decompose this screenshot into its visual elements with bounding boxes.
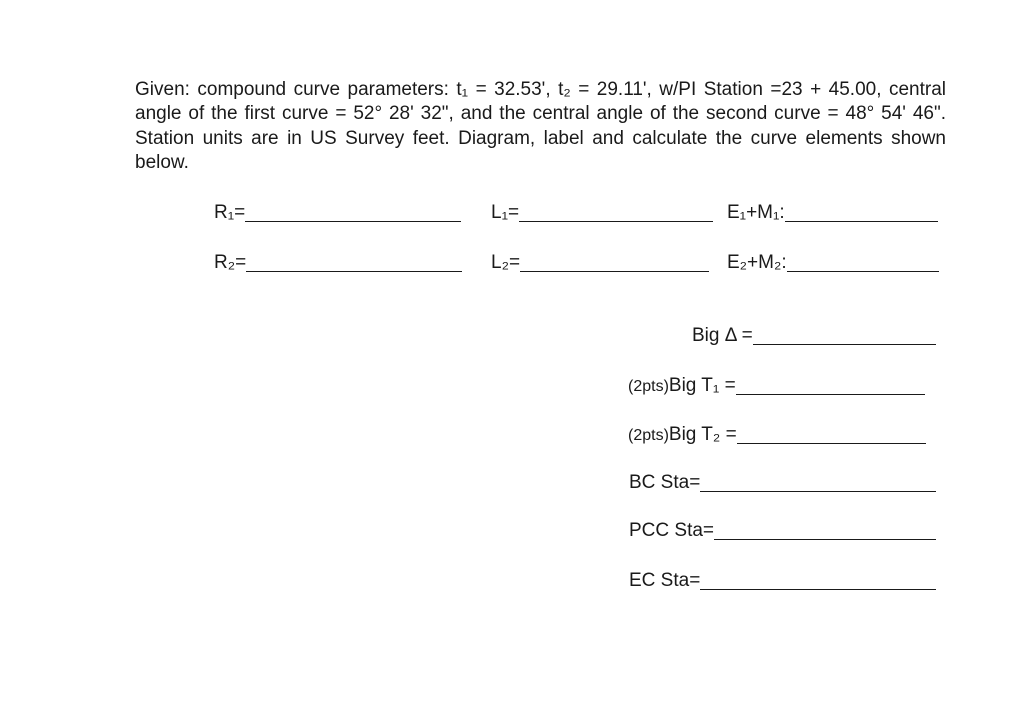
- e1m1-answer-line[interactable]: [785, 203, 938, 222]
- l1-answer-line[interactable]: [519, 203, 713, 222]
- e1m1-label: E₁+M₁:: [727, 202, 785, 223]
- r2-field: [214, 253, 462, 272]
- r1-label: R₁=: [214, 202, 246, 223]
- r2-label: R₂=: [214, 252, 247, 273]
- big-t2-answer-line[interactable]: [737, 425, 926, 444]
- bc-sta-label: BC Sta=: [629, 472, 701, 493]
- pts-label-t2: (2pts): [628, 427, 669, 444]
- e2m2-answer-line[interactable]: [787, 253, 939, 272]
- bc-sta-answer-line[interactable]: [700, 473, 936, 492]
- ec-sta-field: [629, 571, 936, 590]
- pcc-sta-field: [629, 521, 936, 540]
- big-t1-label: Big T₁ =: [668, 375, 736, 396]
- ec-sta-answer-line[interactable]: [700, 571, 936, 590]
- big-t1-answer-line[interactable]: [736, 376, 925, 395]
- big-t2-field: [628, 425, 926, 444]
- bc-sta-field: [629, 473, 936, 492]
- l2-field: [491, 253, 709, 272]
- r1-field: [214, 203, 461, 222]
- pcc-sta-answer-line[interactable]: [714, 521, 936, 540]
- problem-statement: Given: compound curve parameters: t₁ = 32.53', t₂ = 29.11', w/PI Station =23 + 45.00, central angle of the first curve = 52° 28' 32", and the central angle of the second curve = 48° 54' 46". Station units are in US Survey feet. Diagram, label and calculate the curve elements shown below.: [135, 79, 946, 173]
- big-delta-label: Big Δ =: [692, 325, 753, 346]
- big-delta-field: [692, 326, 936, 345]
- r2-answer-line[interactable]: [246, 253, 462, 272]
- l1-field: [491, 203, 713, 222]
- pcc-sta-label: PCC Sta=: [629, 520, 715, 541]
- l1-label: L₁=: [491, 202, 520, 223]
- l2-answer-line[interactable]: [520, 253, 709, 272]
- r1-answer-line[interactable]: [245, 203, 461, 222]
- pts-label-t1: (2pts): [628, 378, 669, 395]
- e2m2-label: E₂+M₂:: [727, 252, 787, 273]
- ec-sta-label: EC Sta=: [629, 570, 701, 591]
- big-t1-field: [628, 376, 925, 395]
- big-delta-answer-line[interactable]: [753, 326, 936, 345]
- e2m2-field: [727, 253, 939, 272]
- big-t2-label: Big T₂ =: [668, 424, 737, 445]
- e1m1-field: [727, 203, 938, 222]
- l2-label: L₂=: [491, 252, 521, 273]
